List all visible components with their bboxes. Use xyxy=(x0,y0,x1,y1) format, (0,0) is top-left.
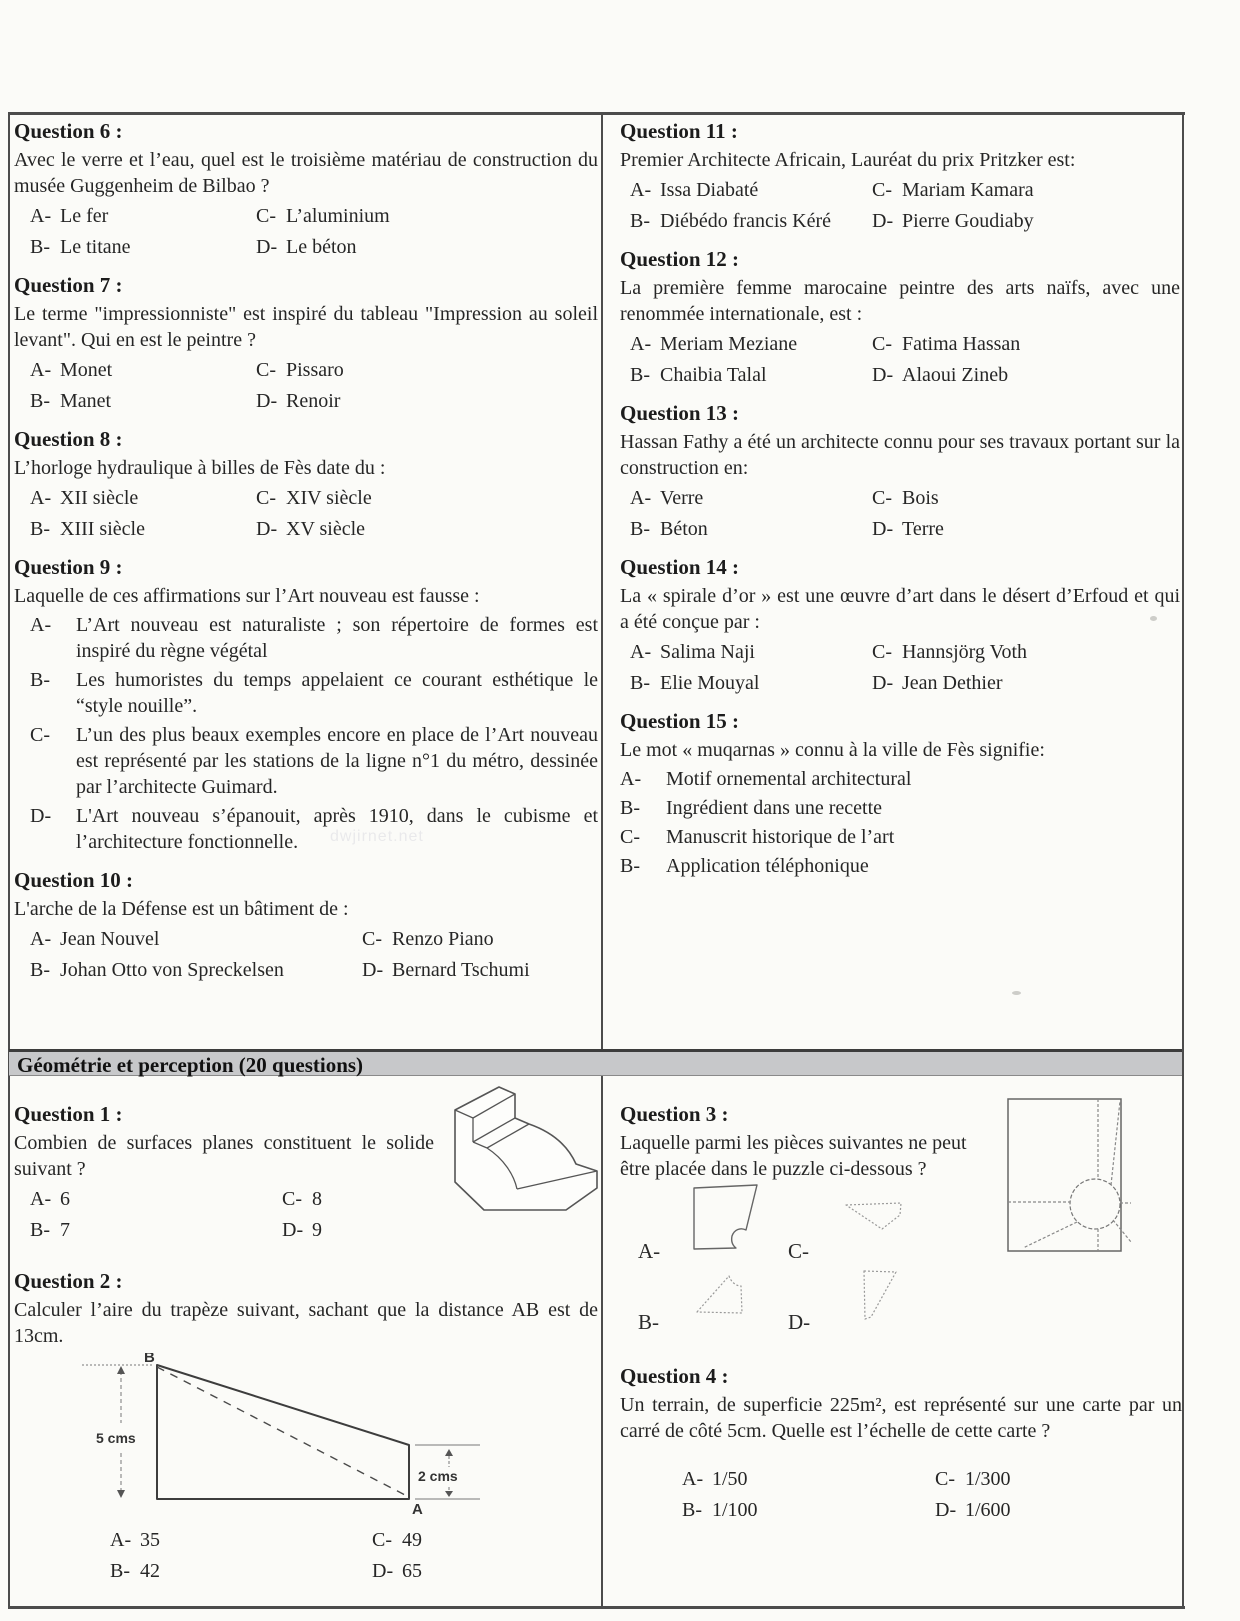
option: D- Alaoui Zineb xyxy=(872,364,1009,386)
question-11 xyxy=(620,119,1180,234)
question-7-options xyxy=(14,357,598,414)
question-8 xyxy=(14,427,598,542)
option: B- Johan Otto von Spreckelsen xyxy=(30,959,284,981)
option: A- Jean Nouvel xyxy=(30,928,160,950)
question-g4-title: Question 4 : xyxy=(620,1364,729,1388)
option: B- Elie Mouyal xyxy=(630,672,760,694)
option: C- XIV siècle xyxy=(256,487,372,509)
option: B- XIII siècle xyxy=(30,518,145,540)
question-12-title: Question 12 : xyxy=(620,247,740,271)
option: C- Pissaro xyxy=(256,359,344,381)
option: A- Verre xyxy=(630,487,704,509)
option: A- Salima Naji xyxy=(630,641,755,663)
option: C- Mariam Kamara xyxy=(872,179,1034,201)
question-9 xyxy=(14,555,598,855)
option: A- 1/50 xyxy=(682,1468,748,1490)
option: B- Application téléphonique xyxy=(620,855,869,877)
question-14-options xyxy=(620,639,1180,696)
column-bottom-right xyxy=(612,1102,1182,1536)
question-10-title: Question 10 : xyxy=(14,868,134,892)
question-15-title: Question 15 : xyxy=(620,709,740,733)
option: D- XV siècle xyxy=(256,518,366,540)
option: A- Issa Diabaté xyxy=(630,179,759,201)
question-11-body: Premier Architecte Africain, Lauréat du prix Pritzker est: xyxy=(620,149,1076,171)
question-7-title: Question 7 : xyxy=(14,273,123,297)
question-6 xyxy=(14,119,598,260)
question-14 xyxy=(620,555,1180,696)
option: C- Renzo Piano xyxy=(362,928,494,950)
option: A- Monet xyxy=(30,359,113,381)
question-g2-title: Question 2 : xyxy=(14,1269,123,1293)
option: C- 1/300 xyxy=(935,1468,1011,1490)
column-top-left xyxy=(14,119,598,996)
question-14-title: Question 14 : xyxy=(620,555,740,579)
question-7-body: Le terme "impressionniste" est inspiré du tableau "Impression au soleil levant". Qui en est le peintre ? xyxy=(14,303,598,351)
piece-b-label: B- xyxy=(638,1310,659,1334)
question-7 xyxy=(14,273,598,414)
question-6-title: Question 6 : xyxy=(14,119,123,143)
option: A- XII siècle xyxy=(30,487,139,509)
question-6-options xyxy=(14,203,598,260)
option: C- Fatima Hassan xyxy=(872,333,1021,355)
option: B- Diébédo francis Kéré xyxy=(630,210,832,232)
question-g4-body: Un terrain, de superficie 225m², est représenté sur une carte par un carré de côté 5cm. Quelle est l’échelle de cette carte ? xyxy=(620,1394,1182,1442)
option: B- Manet xyxy=(30,390,112,412)
option: D- 9 xyxy=(282,1219,322,1241)
question-12-options xyxy=(620,331,1180,388)
option: D- Renoir xyxy=(256,390,341,412)
question-9-title: Question 9 : xyxy=(14,555,123,579)
column-bottom-left xyxy=(14,1102,598,1597)
question-9-options xyxy=(14,612,598,855)
piece-a-shape xyxy=(693,1184,759,1250)
option: C- L’aluminium xyxy=(256,205,390,227)
option: D- Terre xyxy=(872,518,944,540)
q1-solid-figure xyxy=(447,1083,602,1218)
frame-right-line xyxy=(1182,112,1184,1609)
option: C- 8 xyxy=(282,1188,322,1210)
option: D- 1/600 xyxy=(935,1499,1011,1521)
q3-pieces xyxy=(620,1184,1182,1356)
q2-trapezoid-figure xyxy=(66,1353,486,1521)
option: C- Hannsjörg Voth xyxy=(872,641,1028,663)
question-g4 xyxy=(620,1364,1182,1523)
option: B- 1/100 xyxy=(682,1499,758,1521)
faint-watermark: dwjirnet.net xyxy=(330,828,424,845)
question-g2-body: Calculer l’aire du trapèze suivant, sachant que la distance AB est de 13cm. xyxy=(14,1299,598,1347)
trapezoid-label-b: B xyxy=(144,1353,155,1366)
option: D- Pierre Goudiaby xyxy=(872,210,1034,232)
piece-a-label: A- xyxy=(638,1239,661,1263)
question-g1-options xyxy=(14,1186,450,1243)
question-g2-options xyxy=(14,1527,598,1584)
option: A- Meriam Meziane xyxy=(630,333,798,355)
trapezoid-left-dimension: 5 cms xyxy=(96,1430,136,1446)
option: D- Le béton xyxy=(256,236,357,258)
question-12 xyxy=(620,247,1180,388)
frame-top-line xyxy=(8,112,1185,115)
question-11-options xyxy=(620,177,1180,234)
question-9-body: Laquelle de ces affirmations sur l’Art nouveau est fausse : xyxy=(14,585,480,607)
piece-d-shape xyxy=(863,1270,898,1321)
frame-bottom-line xyxy=(8,1606,1185,1609)
question-11-title: Question 11 : xyxy=(620,119,738,143)
frame-left-line xyxy=(8,112,10,1609)
option: B- Ingrédient dans une recette xyxy=(620,797,883,819)
trapezoid-right-dimension: 2 cms xyxy=(418,1468,458,1484)
question-g3-body: Laquelle parmi les pièces suivantes ne peut être placée dans le puzzle ci-dessous ? xyxy=(620,1132,967,1180)
question-13-options xyxy=(620,485,1180,542)
question-10-body: L'arche de la Défense est un bâtiment de : xyxy=(14,898,349,920)
option: B- 42 xyxy=(110,1560,160,1582)
question-13 xyxy=(620,401,1180,542)
question-8-title: Question 8 : xyxy=(14,427,123,451)
question-8-body: L’horloge hydraulique à billes de Fès date du : xyxy=(14,457,386,479)
question-g1-body: Combien de surfaces planes constituent le solide suivant ? xyxy=(14,1132,434,1180)
question-12-body: La première femme marocaine peintre des arts naïfs, avec une renommée internationale, est : xyxy=(620,277,1180,325)
option: C- Manuscrit historique de l’art xyxy=(620,826,895,848)
question-8-options xyxy=(14,485,598,542)
option: B- Le titane xyxy=(30,236,131,258)
piece-d-label: D- xyxy=(788,1310,811,1334)
option: C- L’un des plus beaux exemples encore en place de l’Art nouveau est représenté par les stations de la ligne n°1 du métro, dessinée par l’architecte Guimard. xyxy=(30,724,598,798)
piece-c-label: C- xyxy=(788,1239,809,1263)
piece-c-shape xyxy=(845,1202,903,1231)
scan-speck xyxy=(1012,991,1021,995)
question-g1-title: Question 1 : xyxy=(14,1102,123,1126)
option: A- Motif ornemental architectural xyxy=(620,768,912,790)
option: A- L’Art nouveau est naturaliste ; son répertoire de formes est inspiré du règne végétal xyxy=(30,614,598,662)
section-header-geometrie: Géométrie et perception (20 questions) xyxy=(9,1049,1182,1076)
column-divider-line xyxy=(601,112,603,1606)
option: B- Béton xyxy=(630,518,708,540)
question-15-options xyxy=(620,766,1180,879)
question-g3-title: Question 3 : xyxy=(620,1102,729,1126)
question-13-title: Question 13 : xyxy=(620,401,740,425)
piece-b-shape xyxy=(696,1274,746,1315)
option: D- Bernard Tschumi xyxy=(362,959,530,981)
option: C- Bois xyxy=(872,487,939,509)
option: D- L'Art nouveau s’épanouit, après 1910, dans le cubisme et l’architecture fonctionnelle. xyxy=(30,805,598,853)
question-14-body: La « spirale d’or » est une œuvre d’art dans le désert d’Erfoud et qui a été conçue par : xyxy=(620,585,1180,633)
option: B- Les humoristes du temps appelaient ce courant esthétique le “style nouille”. xyxy=(30,669,598,717)
option: B- 7 xyxy=(30,1219,70,1241)
question-15 xyxy=(620,709,1180,879)
question-13-body: Hassan Fathy a été un architecte connu pour ses travaux portant sur la construction en: xyxy=(620,431,1180,479)
question-6-body: Avec le verre et l’eau, quel est le troisième matériau de construction du musée Guggenheim de Bilbao ? xyxy=(14,149,598,197)
trapezoid-label-a: A xyxy=(412,1501,423,1518)
option: D- 65 xyxy=(372,1560,422,1582)
column-top-right xyxy=(620,119,1180,892)
question-10-options xyxy=(14,926,598,983)
question-g4-options xyxy=(620,1466,1182,1523)
question-10 xyxy=(14,868,598,983)
option: C- 49 xyxy=(372,1529,422,1551)
option: D- Jean Dethier xyxy=(872,672,1003,694)
option: B- Chaibia Talal xyxy=(630,364,767,386)
option: A- 6 xyxy=(30,1188,70,1210)
option: A- Le fer xyxy=(30,205,109,227)
option: A- 35 xyxy=(110,1529,160,1551)
question-15-body: Le mot « muqarnas » connu à la ville de Fès signifie: xyxy=(620,739,1045,761)
question-g2 xyxy=(14,1269,598,1584)
